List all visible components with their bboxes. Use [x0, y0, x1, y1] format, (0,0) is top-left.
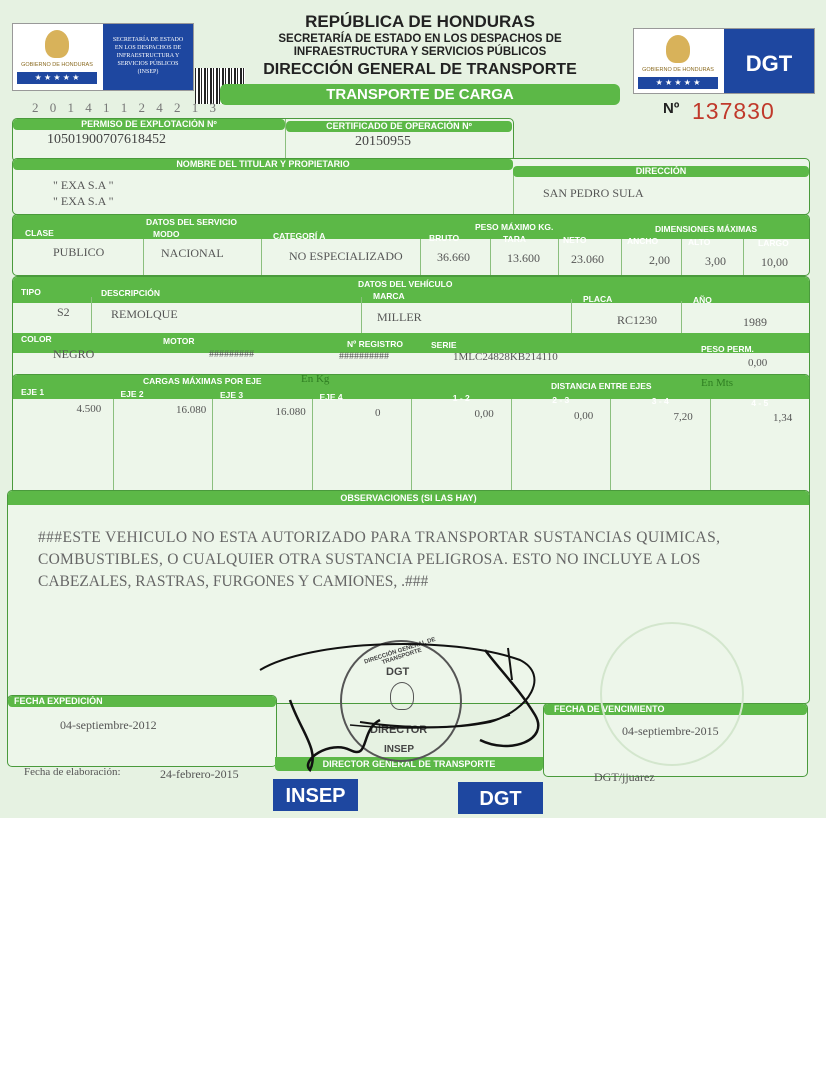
logo-line: (INSEP) — [137, 69, 159, 75]
serie-label: SERIE — [431, 340, 457, 350]
cargas-box — [12, 374, 810, 498]
axle-col-label: EJE 3 — [220, 390, 244, 400]
permiso-label: PERMISO DE EXPLOTACIÓN Nº — [13, 119, 285, 130]
tara-value: 13.600 — [507, 251, 540, 265]
motor-label: MOTOR — [163, 336, 195, 346]
placa-value: RC1230 — [617, 313, 658, 327]
axle-col-label: 4 - 5 — [751, 397, 769, 408]
axle-col-divider — [411, 399, 412, 497]
logo-line: SECRETARÍA DE ESTADO — [112, 37, 184, 43]
header-dgt: DIRECCIÓN GENERAL DE TRANSPORTE — [263, 61, 577, 78]
vehiculo-label: DATOS DEL VEHÍCULO — [358, 279, 453, 289]
color-value: NEGRO — [53, 347, 95, 361]
barcode-digits: 2 0 1 4 1 1 2 4 2 1 3 — [32, 100, 220, 115]
descripcion-value: REMOLQUE — [111, 307, 178, 321]
alto-label: ALTO — [688, 237, 711, 247]
distancia-label: DISTANCIA ENTRE EJES — [551, 381, 652, 391]
axle-col-label: EJE 1 — [21, 387, 45, 397]
coat-of-arms-icon — [45, 30, 69, 58]
titular-line2: " EXA S.A " — [53, 194, 114, 208]
fecha-expedicion-box — [7, 695, 277, 767]
peso-perm-value: 0,00 — [748, 357, 768, 369]
cargas-label: CARGAS MÁXIMAS POR EJE — [143, 376, 262, 386]
modo-value: NACIONAL — [161, 246, 224, 260]
axle-col-divider — [212, 399, 213, 497]
fecha-vencimiento-value: 04-septiembre-2015 — [622, 724, 719, 738]
registro-label: Nº REGISTRO — [347, 339, 403, 349]
neto-label: NETO — [563, 235, 587, 245]
direccion-label: DIRECCIÓN — [513, 166, 809, 177]
axle-col-label: 3 - 4 — [651, 396, 669, 406]
coat-of-arms-icon — [666, 35, 690, 63]
servicio-box — [12, 214, 810, 276]
categoria-label: CATEGORÍ A — [273, 231, 326, 241]
dimensiones-label: DIMENSIONES MÁXIMAS — [655, 224, 758, 234]
observaciones-line1: ###ESTE VEHICULO NO ESTA AUTORIZADO PARA TRANSPORTAR SUSTANCIAS QUIMICAS, — [38, 529, 721, 546]
ancho-label: ANCHO — [627, 236, 659, 246]
axle-col-divider — [113, 399, 114, 497]
anio-value: 1989 — [743, 315, 767, 329]
marca-label: MARCA — [373, 291, 405, 301]
logo-line: SERVICIOS PÚBLICOS — [117, 61, 179, 67]
axle-col-label: 2 - 3 — [552, 394, 570, 405]
distancia-unit: En Mts — [701, 377, 734, 389]
observaciones-label: OBSERVACIONES (SI LAS HAY) — [8, 491, 809, 505]
header-infra: INFRAESTRUCTURA Y SERVICIOS PÚBLICOS — [293, 46, 547, 58]
logo-line: INFRAESTRUCTURA Y — [116, 53, 180, 59]
user-code: DGT/jjuarez — [594, 770, 655, 784]
stars-bar: ★ ★ ★ ★ ★ — [17, 72, 97, 84]
color-label: COLOR — [21, 334, 52, 344]
permiso-box — [12, 118, 514, 162]
ancho-value: 2,00 — [649, 253, 670, 267]
tara-label: TARA — [503, 234, 526, 244]
header-secretaria: SECRETARÍA DE ESTADO EN LOS DESPACHOS DE — [278, 33, 562, 45]
registro-value: ########## — [339, 351, 389, 362]
largo-value: 10,00 — [761, 255, 788, 269]
axle-col-value: 0 — [375, 406, 381, 419]
peso-perm-label: PESO PERM. — [701, 344, 754, 354]
placa-label: PLACA — [583, 294, 613, 304]
modo-label: MODO — [153, 229, 180, 239]
header-republic: REPÚBLICA DE HONDURAS — [305, 12, 535, 31]
bruto-value: 36.660 — [437, 250, 470, 264]
anio-label: AÑO — [693, 295, 712, 305]
stamp-insep-text: INSEP — [384, 744, 415, 755]
fecha-expedicion-value: 04-septiembre-2012 — [60, 718, 157, 732]
fecha-elaboracion-label: Fecha de elaboración: — [24, 766, 121, 778]
insep-logo — [12, 23, 194, 91]
axle-col-value: 16.080 — [275, 405, 306, 418]
axle-col-value: 0,00 — [474, 408, 494, 421]
document-number: 137830 — [692, 98, 775, 124]
logo-caption: GOBIERNO DE HONDURAS — [21, 62, 93, 68]
servicio-label: DATOS DEL SERVICIO — [146, 217, 238, 227]
insep-logo-text — [103, 24, 193, 90]
fecha-expedicion-label: FECHA EXPEDICIÓN — [8, 696, 276, 707]
permiso-value: 10501900707618452 — [47, 132, 166, 147]
certificado-label: CERTIFICADO DE OPERACIÓN Nº — [286, 121, 512, 132]
certificado-value: 20150955 — [355, 134, 411, 149]
axle-col-value: 16.080 — [176, 404, 207, 417]
motor-value: ######### — [209, 349, 254, 360]
dgt-logo — [633, 28, 815, 94]
alto-value: 3,00 — [705, 254, 726, 268]
axle-col-value: 0,00 — [574, 409, 594, 422]
vehiculo-box — [12, 276, 810, 384]
observaciones-line3: CABEZALES, RASTRAS, FURGONES Y CAMIONES, .### — [38, 573, 429, 590]
axle-col-divider — [710, 399, 711, 497]
number-label: Nº — [663, 100, 680, 117]
clase-value: PUBLICO — [53, 245, 105, 259]
logo-caption: GOBIERNO DE HONDURAS — [642, 67, 714, 73]
axle-col-divider — [610, 399, 611, 497]
titular-label: NOMBRE DEL TITULAR Y PROPIETARIO — [13, 159, 513, 170]
descripcion-label: DESCRIPCIÓN — [101, 288, 161, 298]
header-banner: TRANSPORTE DE CARGA — [220, 84, 620, 105]
dgt-badge: DGT — [458, 782, 543, 814]
watermark-circle — [600, 622, 744, 766]
neto-value: 23.060 — [571, 252, 604, 266]
titular-line1: " EXA S.A " — [53, 178, 114, 192]
stamp-dgt-text: DGT — [386, 666, 410, 678]
observaciones-line2: COMBUSTIBLES, O CUALQUIER OTRA SUSTANCIA PELIGROSA. ESTO NO INCLUYE A LOS — [38, 551, 701, 568]
bruto-label: BRUTO — [429, 233, 460, 243]
tipo-value: S2 — [57, 305, 70, 319]
tipo-label: TIPO — [21, 287, 41, 297]
serie-value: 1MLC24828KB214110 — [453, 351, 558, 363]
axle-col-divider — [511, 399, 512, 497]
logo-line: EN LOS DESPACHOS DE — [114, 45, 182, 51]
stamp-director-text: DIRECTOR — [370, 724, 428, 736]
axle-col-label: EJE 4 — [319, 391, 343, 402]
titular-box — [12, 158, 810, 215]
axle-col-value: 1,34 — [773, 412, 793, 425]
fecha-vencimiento-label: FECHA DE VENCIMIENTO — [544, 704, 807, 715]
stars-bar: ★ ★ ★ ★ ★ — [638, 77, 718, 89]
categoria-value: NO ESPECIALIZADO — [289, 249, 403, 263]
signature — [250, 630, 570, 780]
dgt-logo-text: DGT — [724, 29, 814, 93]
insep-badge: INSEP — [273, 779, 358, 811]
largo-label: LARGO — [758, 238, 789, 248]
director-label: DIRECTOR GENERAL DE TRANSPORTE — [275, 757, 543, 771]
direccion-value: SAN PEDRO SULA — [543, 186, 644, 200]
stamp-top-text: DIRECCIÓN GENERAL DE TRANSPORTE — [363, 636, 437, 667]
axle-col-label: EJE 2 — [120, 388, 144, 399]
fecha-elaboracion-value: 24-febrero-2015 — [160, 767, 239, 781]
axle-col-label: 1 - 2 — [452, 393, 470, 403]
cargas-unit: En Kg — [301, 374, 330, 385]
clase-label: CLASE — [25, 228, 54, 238]
marca-value: MILLER — [377, 310, 422, 324]
axle-col-value: 7,20 — [673, 410, 693, 423]
vehiculo-row2-bar — [13, 333, 809, 353]
axle-col-divider — [312, 399, 313, 497]
axle-col-value: 4.500 — [76, 403, 102, 415]
peso-label: PESO MÁXIMO KG. — [475, 222, 554, 232]
